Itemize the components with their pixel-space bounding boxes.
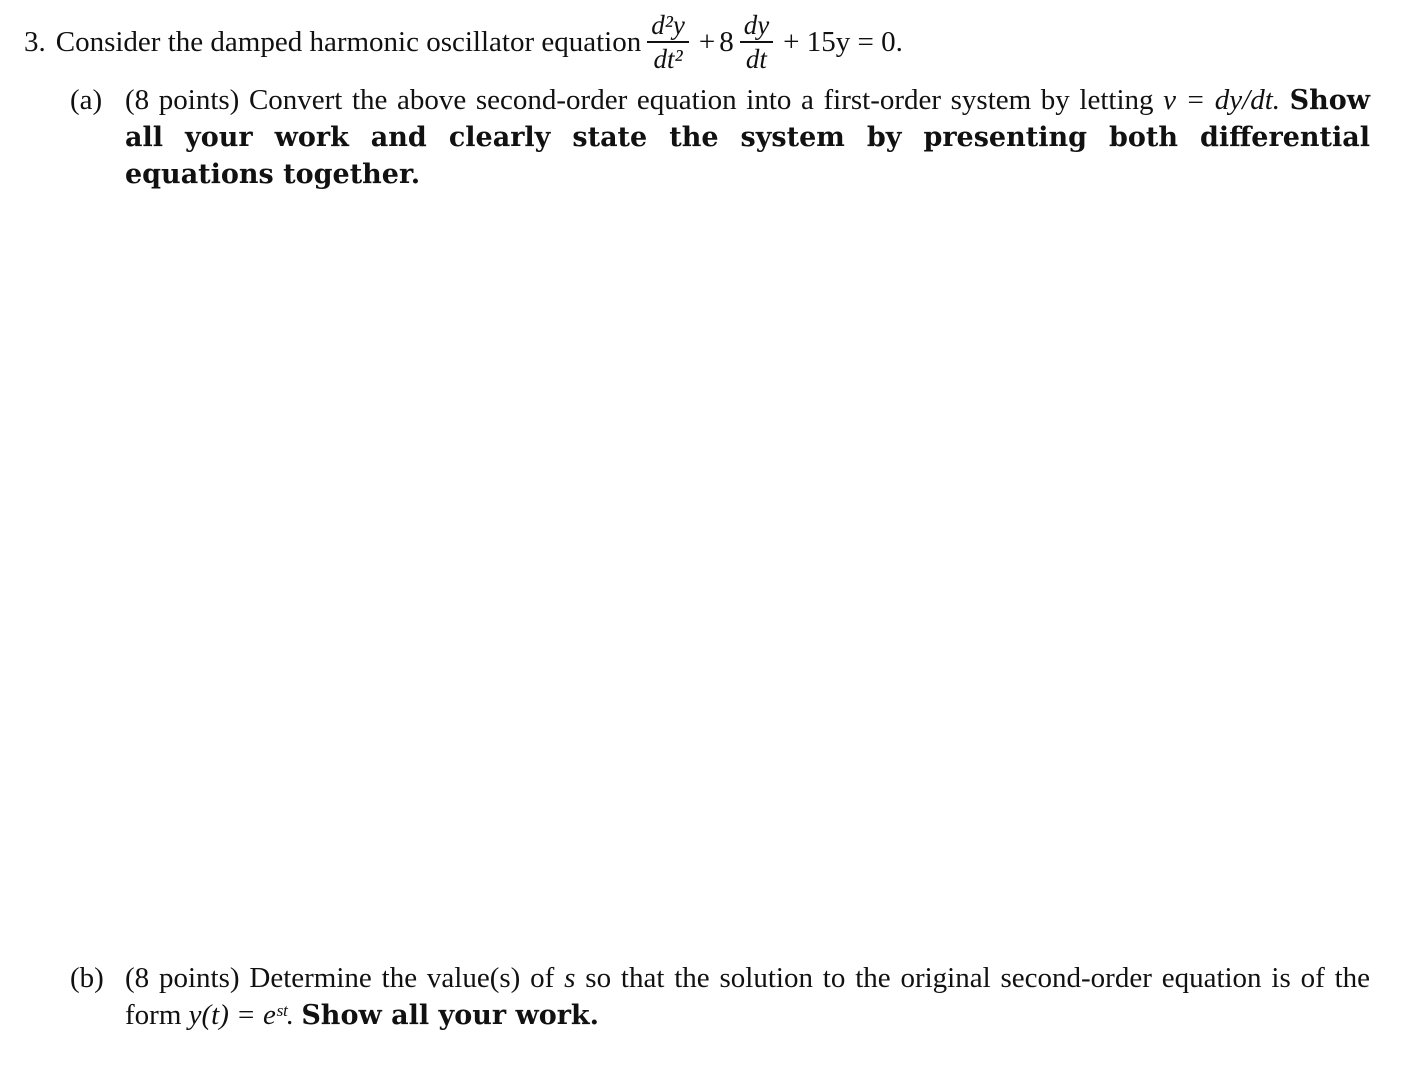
coefficient: 8: [719, 25, 734, 58]
question-intro: Consider the damped harmonic oscillator equation: [55, 25, 642, 58]
first-derivative-fraction: [740, 11, 773, 73]
part-a-body: [125, 82, 1370, 193]
part-a: [70, 82, 1370, 193]
part-b-points: (8 points): [125, 962, 240, 994]
part-b-text1: Determine the value(s) of: [249, 962, 555, 994]
part-b-body: [125, 960, 1370, 1034]
second-derivative-fraction: [647, 11, 689, 73]
part-a-label: (a): [70, 84, 103, 116]
part-b-text2: so that the solution to the original second-order equation is of the form: [125, 962, 1371, 1031]
part-b-instruction: Show all your work.: [301, 1000, 600, 1031]
plus-operator: +: [698, 25, 716, 58]
part-a-instruction: Show all your work and clearly state the system by presenting both differential equations together.: [125, 85, 1371, 190]
part-a-points: (8 points): [125, 84, 240, 116]
solution-form: y(t) = eˢᵗ.: [188, 999, 295, 1031]
answer-space-a: [70, 200, 1370, 950]
question-header: [24, 0, 907, 84]
frac1-denominator: dt²: [653, 43, 683, 74]
frac2-denominator: dt: [745, 43, 767, 74]
part-a-variable-definition: v = dy/dt.: [1163, 84, 1281, 116]
fraction-bar: [740, 41, 773, 43]
equation-tail: + 15y = 0.: [783, 25, 903, 58]
part-b-label: (b): [70, 962, 104, 994]
question-number: 3.: [24, 25, 46, 58]
variable-s: s: [564, 962, 576, 994]
frac1-numerator: d²y: [651, 9, 685, 40]
part-a-text: Convert the above second-order equation into a first-order system by letting: [248, 84, 1154, 116]
part-b: [70, 960, 1370, 1034]
frac2-numerator: dy: [743, 9, 770, 40]
fraction-bar: [647, 41, 689, 43]
